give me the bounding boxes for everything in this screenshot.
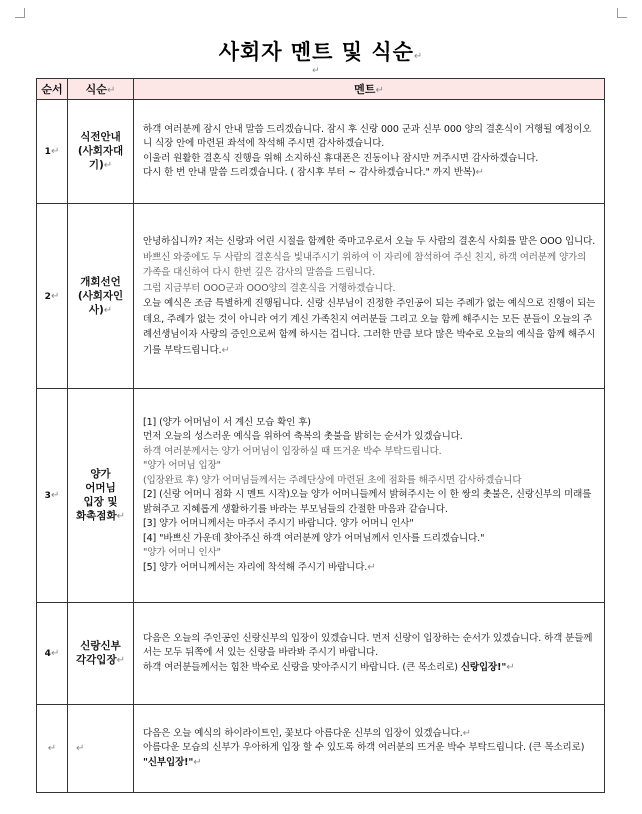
row-number: 3↵ <box>37 389 68 603</box>
ceremony-table <box>36 78 605 793</box>
row-ment: 안녕하십니까? 저는 신랑과 어린 시절을 함께한 죽마고우로서 오늘 두 사람의 결혼식 사회를 맡은 OOO 입니다. 바쁘신 와중에도 두 사람의 결혼식을 빛내주시기 위하여 이 자리에 참석하여 주신 친지, 하객 여러분께 양가의 가족을 대신하여 다시 한번 깊은 감사의 말씀을 드립니다. 그럼 지금부터 OOO군과 OOO양의 결혼식을 거행하겠습니다. 오늘 예식은 조금 특별하게 진행됩니다. 신랑 신부님이 진정한 주인공이 되는 주례가 없는 예식으로 진행이 되는데요, 주례가 없는 것이 아니라 여기 계신 가족친지 여러분들 그리고 오늘 함께 해주시는 모든 분들이 오늘의 주례선생님이자 사랑의 증인으로써 함께 하시는 겁니다. 그러한 만큼 보다 많은 박수로 오늘의 예식을 함께 해주시기를 부탁드립니다.↵ <box>134 204 605 389</box>
table-header-row <box>37 79 605 100</box>
table-row <box>37 389 605 603</box>
row-label: 양가 어머님 입장 및 화촉점화↵ <box>68 389 134 603</box>
row-label: 신랑신부 각각입장↵ <box>68 603 134 705</box>
table-row <box>37 705 605 793</box>
paragraph-mark: ↵ <box>312 66 320 76</box>
row-label: 식전안내 (사회자대 기)↵ <box>68 100 134 204</box>
row-ment: 하객 여러분께 잠시 안내 말씀 드리겠습니다. 잠시 후 신랑 000 군과 신부 000 양의 결혼식이 거행될 예정이오니 식장 안에 마련된 좌석에 착석해 주시면 감사하겠습니다. 이울러 원활한 결혼식 진행을 위해 소지하신 휴대폰은 진동이나 잠시만 꺼주시면 감사하겠습니다. 다시 한 번 안내 말씀 드리겠습니다. ( 잠시후 부터 ~ 감사하겠습니다." 까지 반복)↵ <box>134 100 605 204</box>
document-title: 사회자 멘트 및 식순↵ <box>218 40 424 64</box>
table-row <box>37 204 605 389</box>
row-label: 개회선언 (사회자인 사)↵ <box>68 204 134 389</box>
row-ment: [1] (양가 어머님이 서 계신 모습 확인 후) 먼저 오늘의 성스러운 예식을 위하여 축복의 촛불을 밝히는 순서가 있겠습니다. 하객 여러분께서는 양가 어머님이 입장하실 때 뜨거운 박수 부탁드립니다. "양가 어머님 입장" (입장완료 후) 양가 어머님들께서는 주례단상에 마련된 초에 점화를 해주시면 감사하겠습니다 [2] (신랑 어머니 점화 시 멘트 시작)오늘 양가 어머니들께서 밝혀주시는 이 한 쌍의 촛불은, 신랑신부의 미래를 밝혀주고 지혜롭게 생활하기를 바라는 부모님들의 간절한 마음과 같습니다. [3] 양가 어머니께서는 마주서 주시기 바랍니다. 양가 어머니 인사" [4] "바쁘신 가운데 찾아주신 하객 여러분께 양가 어머님께서 인사를 드리겠습니다." "양가 어머니 인사" [5] 양가 어머니께서는 자리에 착석해 주시기 바랍니다.↵ <box>134 389 605 603</box>
row-number: ↵ <box>37 705 68 793</box>
header-ment: 멘트↵ <box>134 79 605 100</box>
row-ment: 다음은 오늘 예식의 하이라이트인, 꽃보다 아름다운 신부의 입장이 있겠습니다.↵ 아름다운 모습의 신부가 우아하게 입장 할 수 있도록 하객 여러분의 뜨거운 박수 부탁드립니다. (큰 목소리로) "신부입장!"↵ <box>134 705 605 793</box>
row-ment: 다음은 오늘의 주인공인 신랑신부의 입장이 있겠습니다. 먼저 신랑이 입장하는 순서가 있겠습니다. 하객 분들께서는 모두 뒤쪽에 서 있는 신랑을 바라봐 주시기 바랍니다. 하객 여러분들께서는 힘찬 박수로 신랑을 맞아주시기 바랍니다. (큰 목소리로) 신랑입장!"↵ <box>134 603 605 705</box>
table-row <box>37 603 605 705</box>
table-row <box>37 100 605 204</box>
row-number: 4↵ <box>37 603 68 705</box>
header-sikSun: 식순↵ <box>68 79 134 100</box>
page-corner-mark-left <box>15 8 25 18</box>
page-corner-mark-right <box>617 8 627 18</box>
row-label: ↵ <box>68 705 134 793</box>
row-number: 2↵ <box>37 204 68 389</box>
row-number: 1↵ <box>37 100 68 204</box>
header-order: 순서 <box>37 79 68 100</box>
